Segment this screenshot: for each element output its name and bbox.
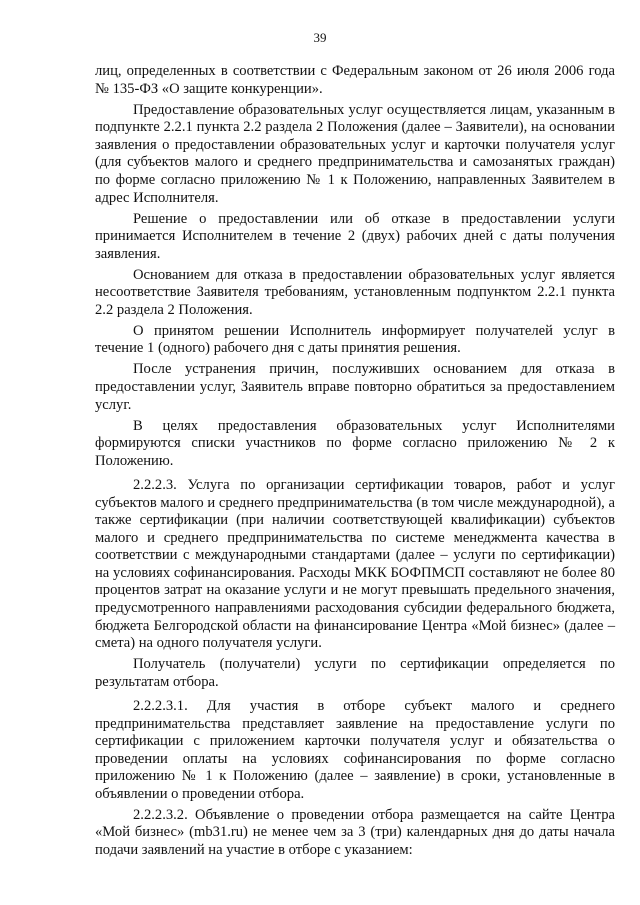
paragraph-educational-services: Предоставление образовательных услуг осуществляется лицам, указанным в подпункте 2.2.1 пункта 2.2 раздела 2 Положения (далее – Заявители), на основании заявления о предоставлении образовательных услуг и карточки получателя услуг (для субъектов малого и среднего предпринимательства и самозанятых граждан) по форме согласно приложению № 1 к Положению, направленных Заявителем в адрес Исполнителя. <box>95 101 615 206</box>
paragraph-notification: О принятом решении Исполнитель информирует получателей услуг в течение 1 (одного) рабочего дня с даты принятия решения. <box>95 322 615 357</box>
paragraph-2-2-2-3-2: 2.2.2.3.2. Объявление о проведении отбора размещается на сайте Центра «Мой бизнес» (mb31.ru) не менее чем за 3 (три) календарных дня до даты начала подачи заявлений на участие в отборе с указанием: <box>95 806 615 859</box>
paragraph-decision-term: Решение о предоставлении или об отказе в предоставлении услуги принимается Исполнителем в течение 2 (двух) рабочих дней с даты получения заявления. <box>95 210 615 262</box>
paragraph-2-2-2-3: 2.2.2.3. Услуга по организации сертификации товаров, работ и услуг субъектов малого и среднего предпринимательства (в том числе международной), а также сертификации (при наличии соответствующей квалификации) субъектов малого и среднего предпринимательства по системе менеджмента качества в соответствии с международными стандартами (далее – услуги по сертификации) на условиях софинансирования. Расходы МКК БОФПМСП составляют не более 80 процентов затрат на оказание услуги и не могут превышать предельного значения, предусмотренного направлениями расходования субсидии федерального бюджета, бюджета Белгородской области на финансирование Центра «Мой бизнес» (далее – смета) на одного получателя услуги. <box>95 476 615 652</box>
page-number: 39 <box>313 30 327 45</box>
paragraph-participant-lists: В целях предоставления образовательных услуг Исполнителями формируются списки участников по форме согласно приложению № 2 к Положению. <box>95 417 615 469</box>
document-body <box>95 63 615 863</box>
paragraph-reapplication: После устранения причин, послуживших основанием для отказа в предоставлении услуг, Заявитель вправе повторно обратиться за предоставлением услуг. <box>95 361 615 413</box>
paragraph-2-2-2-3-1: 2.2.2.3.1. Для участия в отборе субъект малого и среднего предпринимательства представляет заявление на предоставление услуги по сертификации с приложением карточки получателя услуг и обязательства о проведении оплаты на условиях софинансирования по форме согласно приложению № 1 к Положению (далее – заявление) в сроки, установленные в объявлении о проведении отбора. <box>95 697 615 802</box>
paragraph-continuation: лиц, определенных в соответствии с Федеральным законом от 26 июля 2006 года № 135-ФЗ «О защите конкуренции». <box>95 63 615 97</box>
paragraph-selection: Получатель (получатели) услуги по сертификации определяется по результатам отбора. <box>95 656 615 690</box>
paragraph-refusal-grounds: Основанием для отказа в предоставлении образовательных услуг является несоответствие Заявителя требованиям, установленным подпунктом 2.2.1 пункта 2.2 раздела 2 Положения. <box>95 266 615 318</box>
